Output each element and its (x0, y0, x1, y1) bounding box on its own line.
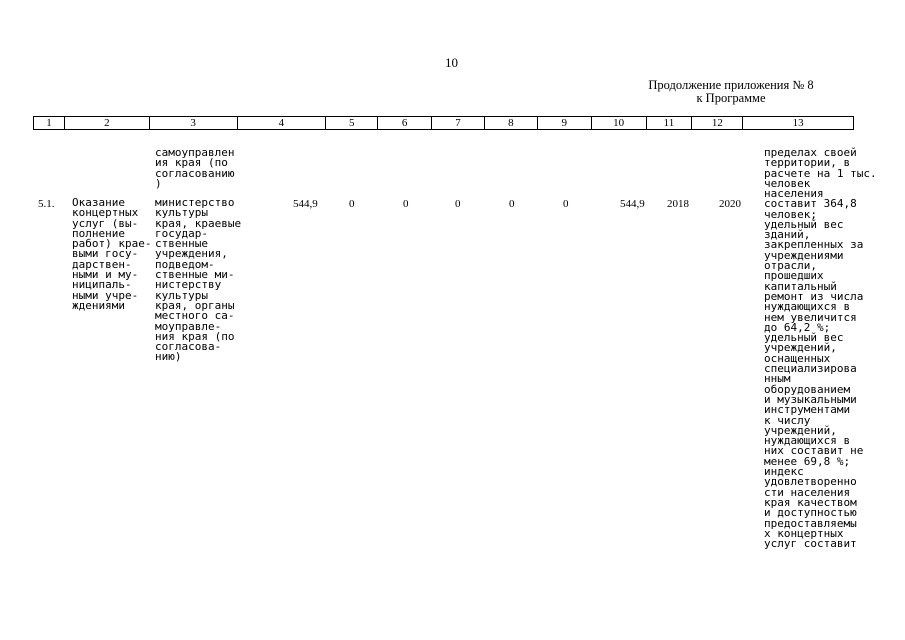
funding-col-9: 0 (563, 198, 569, 210)
column-header: 4 (238, 117, 327, 129)
column-header: 8 (485, 117, 538, 129)
start-year: 2018 (667, 198, 689, 210)
end-year: 2020 (719, 198, 741, 210)
column-header: 7 (432, 117, 485, 129)
column-header: 6 (378, 117, 432, 129)
column-header: 10 (592, 117, 647, 129)
continuation-line-2: к Программе (696, 91, 766, 105)
column-header: 2 (65, 117, 150, 129)
column-numbers-row (33, 116, 854, 130)
row-number: 5.1. (38, 198, 55, 210)
funding-col-7: 0 (455, 198, 461, 210)
executors-continuation: самоуправлен ия края (по согласованию ) (155, 146, 235, 190)
funding-col-6: 0 (403, 198, 409, 210)
column-header: 12 (692, 117, 743, 129)
total-funding: 544,9 (293, 198, 318, 210)
continuation-line-1: Продолжение приложения № 8 (648, 78, 814, 92)
column-header: 11 (647, 117, 693, 129)
funding-col-8: 0 (509, 198, 515, 210)
column-header: 13 (792, 117, 804, 129)
expected-result: населения составит 364,8 человек; удельный вес зданий, закрепленных за учреждениями отрасли, прошедших капитальный ремонт из числа нуждающихся в нем увеличится до 64,2 %; удельный вес учреждений, оснащенных специализирова нным оборудованием и музыкальными инструментами к числу учреждений, нуждающихся в них составит не менее 69,8 %; индекс удовлетворенно сти населения края качеством и доступностью предоставляемы х концертных услуг составит (764, 187, 864, 551)
column-header: 1 (34, 117, 65, 129)
appendix-continuation-header (636, 79, 826, 105)
column-header: 3 (150, 117, 238, 129)
funding-col-10: 544,9 (620, 198, 645, 210)
column-header: 5 (326, 117, 378, 129)
event-description: Оказание концертных услуг (вы- полнение работ) крае- выми госу- дарствен- ными и му- ниципаль- ными учре- ждениями (72, 196, 152, 312)
page-number: 10 (445, 55, 458, 70)
column-header: 9 (538, 117, 592, 129)
event-executors: министерство культуры края, краевые государ- ственные учреждения, подведом- ственные ми- нистерству культуры края, органы местного са- моуправле- ния края (по согласова- нию) (155, 196, 242, 364)
result-continuation: пределах своей территории, в расчете на 1 тыс. человек (764, 146, 877, 190)
funding-col-5: 0 (349, 198, 355, 210)
